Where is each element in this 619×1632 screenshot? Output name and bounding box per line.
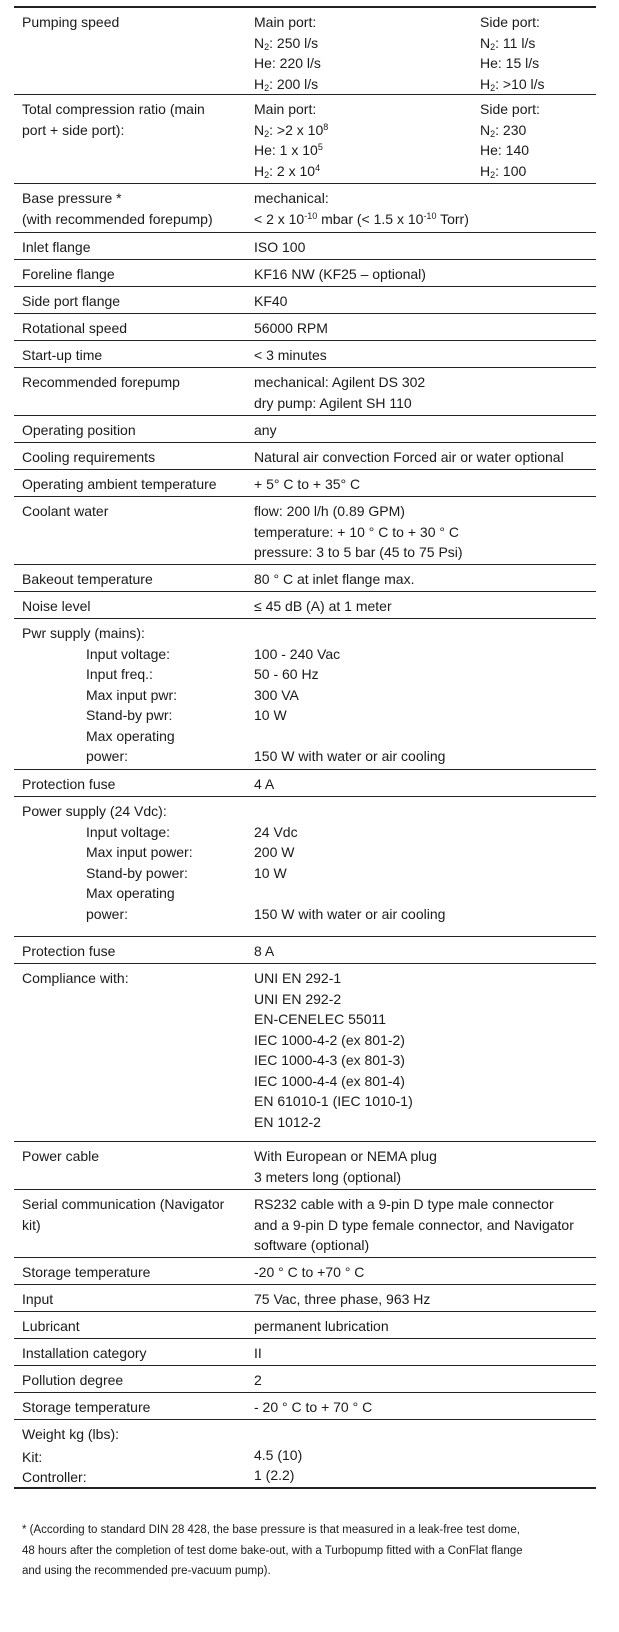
spec-label-line: Rotational speed	[22, 320, 128, 336]
superscript: -10	[304, 210, 318, 221]
spec-label	[22, 501, 248, 522]
spec-value	[254, 596, 594, 617]
spec-label	[22, 1146, 248, 1167]
spec-label	[22, 941, 248, 962]
spec-value-line: mechanical: Agilent DS 302	[254, 374, 426, 390]
spec-value	[254, 188, 594, 229]
spec-label-line: Installation category	[22, 1345, 147, 1361]
spec-value	[254, 623, 594, 767]
spec-label	[22, 372, 248, 393]
footnote-line: * (According to standard DIN 28 428, the base pressure is that measured in a leak-free test dome,	[22, 1524, 520, 1536]
spec-label	[22, 474, 248, 495]
spec-row	[14, 367, 596, 415]
spec-label-line: Compliance with:	[22, 970, 129, 986]
spec-label-line: Pumping speed	[22, 14, 120, 30]
spec-row	[14, 469, 596, 496]
spec-label	[22, 1262, 248, 1283]
spec-value-line: 100 - 240 Vac	[254, 645, 341, 662]
spec-value-line: 10 W	[254, 864, 287, 881]
spec-row	[14, 769, 596, 796]
spec-sub-label: Input freq.:	[86, 666, 153, 682]
spec-value-line: mechanical:	[254, 190, 329, 206]
spec-label	[22, 1194, 248, 1235]
spec-row	[14, 259, 596, 286]
spec-value-line: $N_2$: >2 x $10^8$	[254, 121, 329, 139]
spec-value-line: - 20 ° C to + 70 ° C	[254, 1399, 373, 1415]
spec-label-line: Operating ambient temperature	[22, 476, 217, 492]
spec-row	[14, 936, 596, 963]
spec-value-line: 2	[254, 1372, 262, 1388]
spec-label	[22, 264, 248, 285]
spec-label	[22, 318, 248, 339]
spec-value	[254, 1289, 594, 1310]
spec-sub-label: Max input power:	[86, 844, 193, 860]
spec-row	[14, 591, 596, 618]
spec-value-line: 75 Vac, three phase, 963 Hz	[254, 1291, 431, 1307]
spec-value-line: He: 1 x $10^5$	[254, 142, 323, 158]
spec-row	[14, 1392, 596, 1419]
spec-value-line	[254, 726, 594, 747]
spec-value	[254, 1194, 594, 1256]
spec-value-line: UNI EN 292-1	[254, 970, 342, 986]
spec-value	[254, 1397, 594, 1418]
spec-value-line: + 5° C to + 35° C	[254, 476, 361, 492]
spec-label	[22, 1289, 248, 1310]
spec-value-line: With European or NEMA plug	[254, 1148, 437, 1164]
subscript: 2	[490, 169, 496, 180]
spec-label-line: Weight kg (lbs):	[22, 1426, 119, 1442]
spec-value	[254, 1343, 594, 1364]
spec-label	[22, 188, 248, 229]
side-port-line: $N_2$: 230	[480, 121, 527, 139]
spec-label-line: Storage temperature	[22, 1399, 151, 1415]
side-port-line: $H_2$: >10 l/s	[480, 75, 545, 93]
spec-label-line: Operating position	[22, 422, 136, 438]
spec-value-line: < 3 minutes	[254, 347, 327, 363]
spec-value-line: 80 ° C at inlet flange max.	[254, 571, 415, 587]
spec-label	[22, 1397, 248, 1418]
spec-row	[14, 340, 596, 367]
subscript: 2	[264, 82, 270, 93]
spec-row	[14, 232, 596, 259]
subscript: 2	[490, 82, 496, 93]
side-port-line: Side port:	[480, 14, 540, 30]
spec-label-line: Bakeout temperature	[22, 571, 153, 587]
spec-value-line: 4 A	[254, 776, 275, 792]
spec-value-line: II	[254, 1345, 262, 1361]
spec-value-line: EN-CENELEC 55011	[254, 1011, 387, 1027]
spec-sub-label: Max operating	[86, 727, 175, 744]
spec-value	[254, 1262, 594, 1283]
spec-value-line: Main port:	[254, 101, 317, 117]
spec-value	[254, 1424, 594, 1486]
spec-label-line: Power supply (24 Vdc):	[22, 803, 167, 819]
spec-row	[14, 1257, 596, 1284]
spec-value-line	[254, 883, 594, 904]
spec-label	[22, 596, 248, 617]
subscript: 2	[490, 128, 496, 139]
spec-value-line: Natural air convection Forced air or water optional	[254, 449, 564, 465]
spec-value	[254, 1316, 594, 1337]
spec-row	[14, 1311, 596, 1338]
spec-label-line: Noise level	[22, 598, 91, 614]
spec-label-line: Protection fuse	[22, 943, 116, 959]
spec-value-line: ≤ 45 dB (A) at 1 meter	[254, 598, 392, 614]
spec-value-line: permanent lubrication	[254, 1318, 389, 1334]
spec-label-line: Input	[22, 1291, 54, 1307]
spec-value	[254, 474, 594, 495]
spec-value	[254, 291, 594, 312]
spec-value-line: EN 61010-1 (IEC 1010-1)	[254, 1093, 413, 1109]
spec-row	[14, 442, 596, 469]
spec-value-line: $H_2$: 2 x $10^4$	[254, 162, 321, 180]
superscript: 8	[323, 121, 329, 132]
spec-value-line: flow: 200 l/h (0.89 GPM)	[254, 503, 405, 519]
spec-label	[22, 1370, 248, 1391]
spec-value-line	[254, 801, 594, 822]
spec-value-line: IEC 1000-4-4 (ex 801-4)	[254, 1072, 405, 1089]
spec-value-line: Main port:	[254, 14, 317, 30]
spec-value-line	[254, 623, 594, 644]
spec-value	[254, 318, 594, 339]
spec-label-line: Pwr supply (mains):	[22, 625, 145, 641]
spec-label-line: Serial communication (Navigator	[22, 1196, 225, 1212]
spec-sub-label: Stand-by power:	[86, 864, 188, 881]
spec-sub-label: power:	[86, 748, 129, 764]
spec-value	[254, 1370, 594, 1391]
spec-value-line: $H_2$: 200 l/s	[254, 75, 319, 93]
footnote	[22, 1520, 592, 1582]
spec-sub-label: Input voltage:	[86, 645, 171, 662]
spec-value-line: 8 A	[254, 943, 275, 959]
spec-label-line: port + side port):	[22, 121, 125, 138]
spec-value-line: software (optional)	[254, 1237, 370, 1253]
side-port-line: $H_2$: 100	[480, 162, 527, 180]
spec-label-line: Inlet flange	[22, 239, 91, 255]
spec-value-line: IEC 1000-4-2 (ex 801-2)	[254, 1031, 405, 1048]
subscript: 2	[264, 169, 270, 180]
spec-sub-label: power:	[86, 905, 129, 922]
spec-row	[14, 6, 596, 94]
spec-label-line: Protection fuse	[22, 776, 116, 792]
superscript: -10	[423, 210, 437, 221]
spec-label	[22, 801, 248, 924]
spec-row	[14, 963, 596, 1141]
spec-value	[254, 941, 594, 962]
spec-label	[22, 569, 248, 590]
footnote-line: 48 hours after the completion of test dome bake-out, with a Turbopump fitted with a ConFlat flange	[22, 1544, 523, 1557]
spec-value-line: 4.5 (10)	[254, 1446, 303, 1463]
spec-value	[254, 345, 594, 366]
spec-value-line: $N_2$: 250 l/s	[254, 34, 319, 52]
spec-row	[14, 564, 596, 591]
spec-value-line: IEC 1000-4-3 (ex 801-3)	[254, 1052, 405, 1068]
spec-label-line: Foreline flange	[22, 266, 115, 282]
spec-value-line: UNI EN 292-2	[254, 990, 342, 1007]
spec-row	[14, 1141, 596, 1189]
spec-label	[22, 99, 248, 140]
spec-label	[22, 623, 248, 767]
spec-value-line: 56000 RPM	[254, 320, 328, 336]
spec-value-line: EN 1012-2	[254, 1113, 321, 1130]
spec-label-line: kit)	[22, 1216, 41, 1233]
spec-value-line: KF16 NW (KF25 – optional)	[254, 266, 426, 282]
subscript: 2	[264, 128, 270, 139]
spec-row	[14, 496, 596, 564]
spec-value-line: RS232 cable with a 9-pin D type male connector	[254, 1196, 554, 1212]
spec-value-line: -20 ° C to +70 ° C	[254, 1264, 365, 1280]
spec-label-line: Pollution degree	[22, 1372, 124, 1388]
side-port-value	[480, 99, 592, 181]
superscript: 5	[317, 142, 323, 152]
spec-label	[22, 237, 248, 258]
subscript: 2	[490, 41, 496, 52]
subscript: 2	[264, 41, 270, 52]
spec-label	[22, 447, 248, 468]
spec-value	[254, 237, 594, 258]
spec-value-line: 50 - 60 Hz	[254, 666, 319, 682]
spec-value-line: KF40	[254, 293, 288, 309]
spec-label-line: Recommended forepump	[22, 374, 180, 390]
spec-value-line: He: 220 l/s	[254, 55, 321, 71]
spec-label	[22, 291, 248, 312]
spec-label-line: (with recommended forepump)	[22, 210, 213, 227]
spec-label-line: Side port flange	[22, 293, 121, 309]
spec-value	[254, 447, 594, 468]
spec-value	[254, 1146, 594, 1187]
spec-row	[14, 1189, 596, 1257]
spec-table	[14, 6, 596, 1489]
spec-value-line: 300 VA	[254, 686, 299, 703]
spec-sub-label: Input voltage:	[86, 823, 171, 840]
spec-label	[22, 1316, 248, 1337]
spec-row	[14, 1284, 596, 1311]
spec-label-line: Coolant water	[22, 503, 109, 519]
spec-row	[14, 618, 596, 769]
spec-sub-label: Stand-by pwr:	[86, 707, 173, 723]
spec-row	[14, 415, 596, 442]
spec-label-line: Controller:	[22, 1469, 87, 1485]
spec-row	[14, 94, 596, 183]
spec-value-line: and a 9-pin D type female connector, and Navigator	[254, 1216, 574, 1233]
spec-label-line: Storage temperature	[22, 1264, 151, 1280]
spec-value-line: any	[254, 422, 277, 438]
spec-value-line: pressure: 3 to 5 bar (45 to 75 Psi)	[254, 544, 463, 560]
spec-label-line: Base pressure *	[22, 190, 122, 206]
spec-label-line: Start-up time	[22, 347, 103, 363]
spec-row	[14, 183, 596, 232]
spec-value	[254, 774, 594, 795]
spec-row	[14, 1365, 596, 1392]
spec-value	[254, 501, 594, 563]
spec-label	[22, 1343, 248, 1364]
spec-value-line: 10 W	[254, 707, 287, 723]
spec-value	[254, 968, 594, 1132]
side-port-value	[480, 12, 592, 94]
spec-sub-label: Max input pwr:	[86, 686, 178, 703]
spec-label	[22, 420, 248, 441]
spec-value-line: ISO 100	[254, 239, 306, 255]
spec-row	[14, 1338, 596, 1365]
spec-label	[22, 12, 248, 33]
spec-value-line: temperature: + 10 ° C to + 30 ° C	[254, 523, 459, 540]
spec-value-line: 150 W with water or air cooling	[254, 905, 446, 922]
spec-label	[22, 1424, 248, 1488]
footnote-line: and using the recommended pre-vacuum pump).	[22, 1565, 271, 1577]
spec-value	[254, 264, 594, 285]
spec-value-line: 24 Vdc	[254, 823, 298, 840]
spec-label-line: Lubricant	[22, 1318, 80, 1334]
spec-sub-label: Max operating	[86, 885, 175, 901]
spec-value-line	[254, 1424, 594, 1445]
spec-value-line: dry pump: Agilent SH 110	[254, 394, 412, 411]
spec-value-line: 150 W with water or air cooling	[254, 748, 446, 764]
side-port-line: $N_2$: 11 l/s	[480, 34, 536, 52]
spec-label-line: Cooling requirements	[22, 449, 156, 465]
spec-value	[254, 569, 594, 590]
spec-value	[254, 801, 594, 924]
spec-label-line: Total compression ratio (main	[22, 101, 205, 117]
spec-label	[22, 774, 248, 795]
spec-row	[14, 286, 596, 313]
spec-row	[14, 313, 596, 340]
spec-label	[22, 968, 248, 989]
side-port-line: Side port:	[480, 101, 540, 117]
spec-value-line: 3 meters long (optional)	[254, 1168, 402, 1185]
spec-value-line: 1 (2.2)	[254, 1467, 295, 1483]
spec-row	[14, 796, 596, 936]
spec-value-line: < 2 x $10^{-10}$ mbar (< 1.5 x $10^{-10}$ Torr)	[254, 210, 469, 227]
spec-value-line: 200 W	[254, 844, 295, 860]
spec-label	[22, 345, 248, 366]
side-port-line: He: 15 l/s	[480, 55, 540, 71]
spec-row	[14, 1419, 596, 1489]
spec-value	[254, 420, 594, 441]
spec-label-line: Kit:	[22, 1448, 43, 1465]
spec-label-line: Power cable	[22, 1148, 100, 1164]
spec-value	[254, 372, 594, 413]
side-port-line: He: 140	[480, 142, 530, 158]
superscript: 4	[315, 162, 321, 173]
